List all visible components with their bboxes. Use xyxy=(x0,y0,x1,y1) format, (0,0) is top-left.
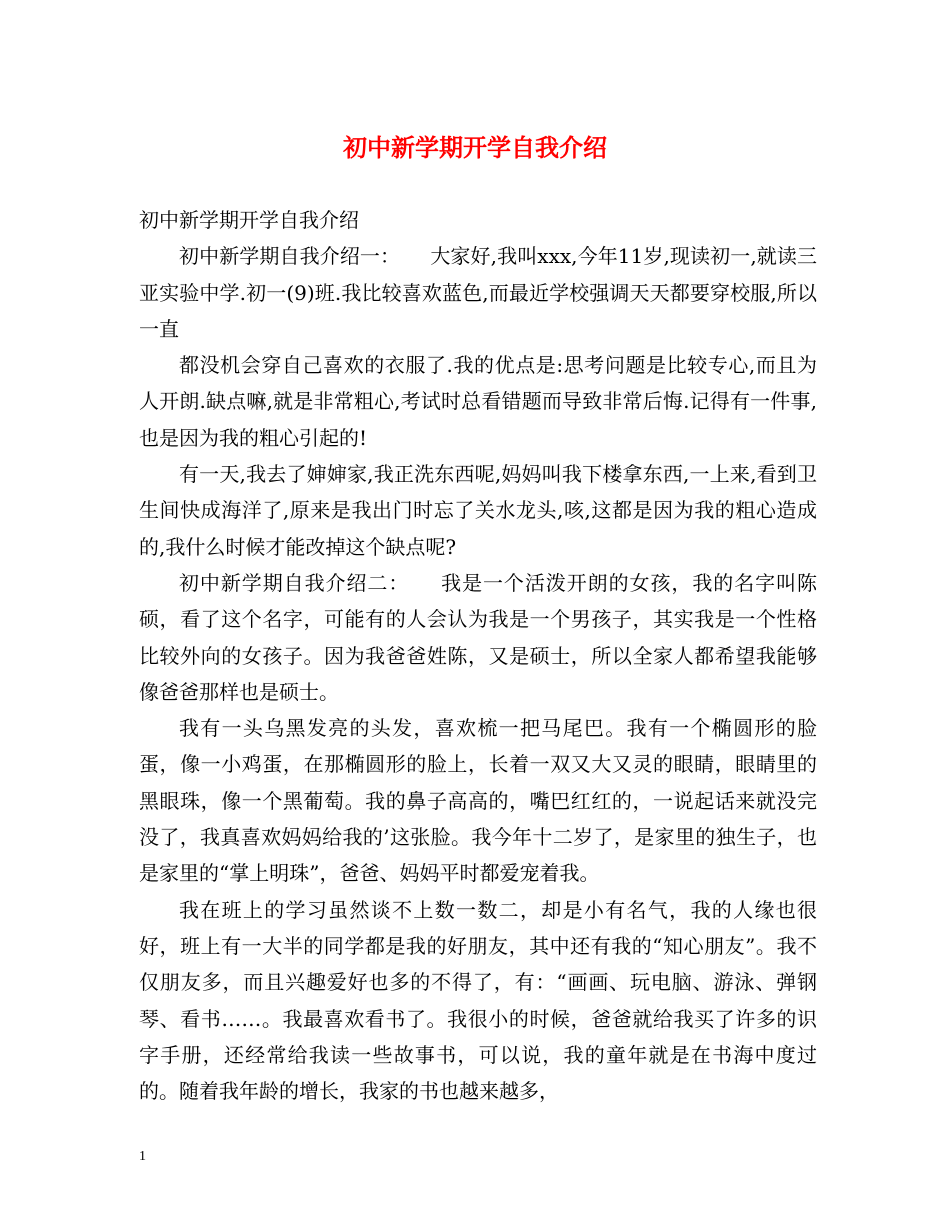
document-body xyxy=(139,202,817,1109)
paragraph-heading: 初中新学期开学自我介绍 xyxy=(139,208,359,232)
paragraph: 我有一头乌黑发亮的头发，喜欢梳一把马尾巴。我有一个椭圆形的脸蛋，像一小鸡蛋，在那椭圆形的脸上，长着一双又大又灵的眼睛，眼睛里的黑眼珠，像一个黑葡萄。我的鼻子高高的，嘴巴红红的，一说起话来就没完没了，我真喜欢妈妈给我的’这张脸。我今年十二岁了，是家里的独生子，也是家里的“掌上明珠”，爸爸、妈妈平时都爱宠着我。 xyxy=(139,716,817,886)
document-title: 初中新学期开学自我介绍 xyxy=(343,133,607,162)
paragraph: 初中新学期自我介绍一： 大家好,我叫xxx,今年11岁,现读初一,就读三亚实验中学.初一(9)班.我比较喜欢蓝色,而最近学校强调天天都要穿校服,所以一直 xyxy=(139,244,817,341)
paragraph: 都没机会穿自己喜欢的衣服了.我的优点是:思考问题是比较专心,而且为人开朗.缺点嘛,就是非常粗心,考试时总看错题而导致非常后悔.记得有一件事,也是因为我的粗心引起的! xyxy=(139,353,817,450)
page-number: 1 xyxy=(139,1149,146,1164)
paragraph: 有一天,我去了婶婶家,我正洗东西呢,妈妈叫我下楼拿东西,一上来,看到卫生间快成海洋了,原来是我出门时忘了关水龙头,咳,这都是因为我的粗心造成的,我什么时候才能改掉这个缺点呢? xyxy=(139,462,817,559)
paragraph: 我在班上的学习虽然谈不上数一数二，却是小有名气，我的人缘也很好，班上有一大半的同学都是我的好朋友，其中还有我的“知心朋友”。我不仅朋友多，而且兴趣爱好也多的不得了，有：“画画、玩电脑、游泳、弹钢琴、看书……。我最喜欢看书了。我很小的时候，爸爸就给我买了许多的识字手册，还经常给我读一些故事书，可以说，我的童年就是在书海中度过的。随着我年龄的增长，我家的书也越来越多， xyxy=(139,897,817,1104)
paragraph: 初中新学期自我介绍二： 我是一个活泼开朗的女孩，我的名字叫陈硕，看了这个名字，可能有的人会认为我是一个男孩子，其实我是一个性格比较外向的女孩子。因为我爸爸姓陈，又是硕士，所以全家人都希望我能够像爸爸那样也是硕士。 xyxy=(139,570,817,704)
